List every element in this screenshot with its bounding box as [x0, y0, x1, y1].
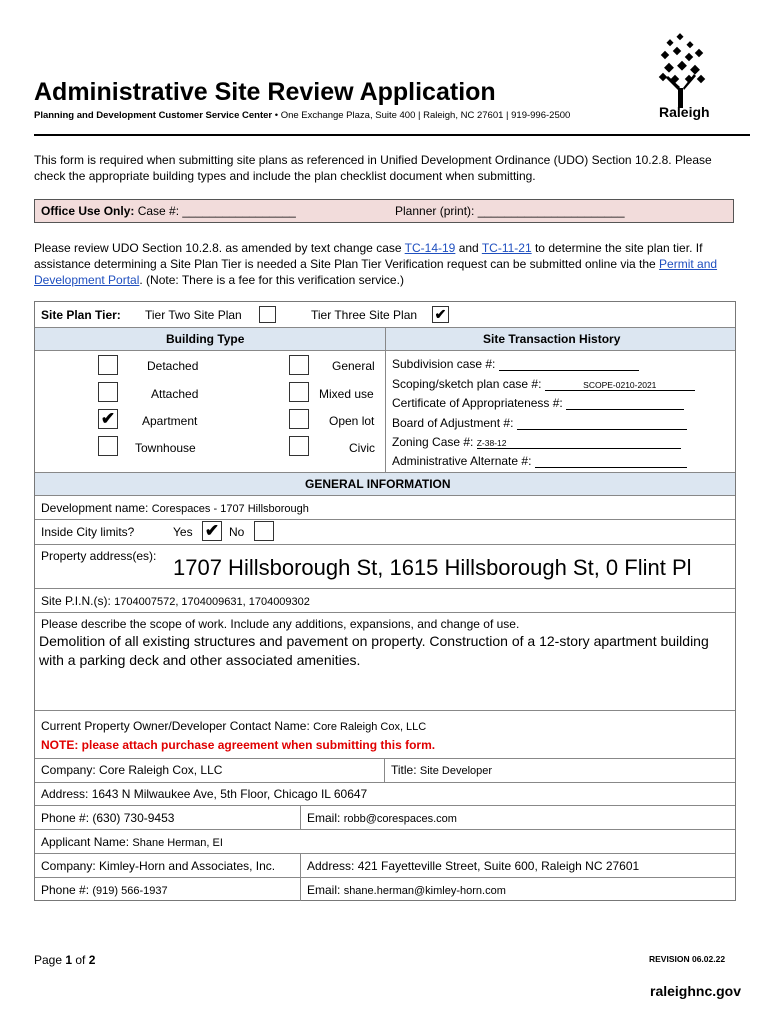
divider	[35, 612, 735, 613]
divider	[35, 588, 735, 589]
applicant-label: Applicant Name:	[41, 835, 130, 849]
review-paragraph	[34, 240, 734, 288]
boa-field	[392, 416, 687, 430]
alt-blank[interactable]	[535, 467, 687, 468]
company-row	[41, 763, 222, 777]
applicant-company-row	[41, 859, 275, 873]
yes-checkbox[interactable]: ✔	[202, 521, 222, 541]
alt-field	[392, 454, 687, 468]
city-limits-label: Inside City limits?	[41, 525, 135, 539]
page-number	[34, 953, 95, 967]
scoping-value[interactable]: SCOPE-0210-2021	[545, 380, 695, 391]
scope-value[interactable]: Demolition of all existing structures and pavement on property. Construction of a 12-story apartment building with a parking deck and other associated amenities.	[39, 633, 709, 668]
subtitle-office: Planning and Development Customer Service Center	[34, 110, 273, 121]
revision-label: REVISION 06.02.22	[649, 954, 726, 964]
phone-value[interactable]: (630) 730-9453	[92, 811, 175, 825]
tc-11-21-link[interactable]: TC-11-21	[481, 241, 532, 255]
applicant-phone-row	[41, 883, 168, 897]
zoning-field	[392, 435, 681, 449]
townhouse-label: Townhouse	[135, 441, 196, 455]
review-text-1: Please review UDO Section 10.2.8. as amended by text change case	[34, 241, 405, 255]
page-total: 2	[88, 953, 96, 967]
detached-checkbox[interactable]	[98, 355, 118, 375]
applicant-email-value[interactable]: shane.herman@kimley-horn.com	[343, 885, 506, 897]
zoning-value[interactable]: Z-38-12	[477, 438, 681, 449]
applicant-address-row	[307, 859, 639, 873]
owner-label: Current Property Owner/Developer Contact Name:	[41, 719, 310, 733]
header-rule	[34, 134, 750, 136]
yes-label: Yes	[173, 525, 193, 539]
subtitle-contact: • One Exchange Plaza, Suite 400 | Raleigh, NC 27601 | 919-996-2500	[272, 110, 571, 121]
company-label: Company:	[41, 763, 96, 777]
alt-label: Administrative Alternate #:	[392, 454, 532, 468]
no-label: No	[229, 525, 245, 539]
divider	[35, 782, 735, 783]
coa-label: Certificate of Appropriateness #:	[392, 396, 563, 410]
intro-text: This form is required when submitting site plans as referenced in Unified Development Ordinance (UDO) Section 10.2.8. Please check the appropriate building types and include the plan checklist document when submitting.	[34, 153, 712, 183]
property-address-value[interactable]: 1707 Hillsborough St, 1615 Hillsborough St, 0 Flint Pl	[173, 555, 692, 580]
pin-row	[41, 594, 310, 608]
mixed-use-checkbox[interactable]	[289, 382, 309, 402]
column-divider	[300, 805, 301, 829]
tc-14-19-link[interactable]: TC-14-19	[404, 241, 456, 255]
website-url: raleighnc.gov	[650, 983, 742, 999]
address-label: Address:	[41, 787, 89, 801]
title-label: Title:	[391, 763, 417, 777]
dev-name-value[interactable]: Corespaces - 1707 Hillsborough	[151, 503, 309, 515]
general-checkbox[interactable]	[289, 355, 309, 375]
apartment-checkbox[interactable]: ✔	[98, 409, 118, 429]
purchase-note: NOTE: please attach purchase agreement when submitting this form.	[41, 738, 436, 752]
applicant-address-value[interactable]: 421 Fayetteville Street, Suite 600, Raleigh NC 27601	[357, 859, 640, 873]
title-row	[391, 763, 492, 777]
divider	[35, 710, 735, 711]
office-label: Office Use Only:	[41, 204, 135, 218]
detached-label: Detached	[147, 359, 199, 373]
coa-blank[interactable]	[566, 409, 684, 410]
mixed-use-label: Mixed use	[319, 387, 374, 401]
general-label: General	[332, 359, 375, 373]
applicant-company-value[interactable]: Kimley-Horn and Associates, Inc.	[99, 859, 276, 873]
tier-three-label: Tier Three Site Plan	[311, 308, 418, 322]
site-history-header: Site Transaction History	[483, 332, 621, 346]
scoping-label: Scoping/sketch plan case #:	[392, 377, 542, 391]
page-title: Administrative Site Review Application	[34, 78, 496, 106]
address-row	[41, 787, 367, 801]
application-form	[34, 301, 736, 901]
applicant-value[interactable]: Shane Herman, EI	[132, 837, 223, 849]
email-value[interactable]: robb@corespaces.com	[343, 813, 457, 825]
permit-portal-link[interactable]: Permit and Development Portal	[34, 257, 718, 287]
open-lot-checkbox[interactable]	[289, 409, 309, 429]
civic-label: Civic	[349, 441, 375, 455]
review-text-2: and	[455, 241, 482, 255]
review-text-4: . (Note: There is a fee for this verification service.)	[139, 273, 404, 287]
pin-value[interactable]: 1704007572, 1704009631, 1704009302	[114, 596, 310, 608]
page-current: 1	[65, 953, 73, 967]
case-number-field: Case #: _________________	[134, 204, 296, 218]
applicant-address-label: Address:	[307, 859, 355, 873]
townhouse-checkbox[interactable]	[98, 436, 118, 456]
office-case	[41, 204, 296, 218]
owner-value[interactable]: Core Raleigh Cox, LLC	[313, 721, 427, 733]
page-of: of	[72, 953, 89, 967]
subdivision-blank[interactable]	[499, 370, 639, 371]
divider	[35, 544, 735, 545]
coa-field	[392, 396, 684, 410]
review-text-3: to determine the site plan tier. If assistance determining a Site Plan Tier is needed a Site Plan Tier Verification request can be submitted online via the	[34, 241, 703, 271]
general-info-header: GENERAL INFORMATION	[305, 477, 451, 491]
logo-text: Raleigh	[659, 104, 710, 120]
zoning-label: Zoning Case #:	[392, 435, 474, 449]
planner-field: Planner (print): ______________________	[395, 204, 625, 218]
address-value[interactable]: 1643 N Milwaukee Ave, 5th Floor, Chicago IL 60647	[91, 787, 368, 801]
civic-checkbox[interactable]	[289, 436, 309, 456]
divider	[35, 853, 735, 854]
tier-two-checkbox[interactable]	[259, 306, 276, 323]
attached-checkbox[interactable]	[98, 382, 118, 402]
scoping-field	[392, 377, 695, 391]
office-use-box	[34, 199, 734, 223]
applicant-phone-label: Phone #:	[41, 883, 90, 897]
phone-label: Phone #:	[41, 811, 90, 825]
scope-label: Please describe the scope of work. Include any additions, expansions, and change of use.	[41, 617, 520, 631]
column-divider	[384, 758, 385, 782]
page-subtitle	[34, 110, 570, 121]
page-prefix: Page	[34, 953, 66, 967]
applicant-email-label: Email:	[307, 883, 341, 897]
applicant-row	[41, 835, 223, 849]
building-type-header: Building Type	[166, 332, 245, 346]
divider	[35, 758, 735, 759]
attached-label: Attached	[151, 387, 199, 401]
dev-name-label: Development name:	[41, 501, 149, 515]
boa-blank[interactable]	[517, 429, 687, 430]
divider	[35, 877, 735, 878]
column-divider	[385, 328, 386, 472]
subdivision-field	[392, 357, 639, 371]
pin-label: Site P.I.N.(s):	[41, 594, 111, 608]
divider	[35, 495, 735, 496]
open-lot-label: Open lot	[329, 414, 375, 428]
boa-label: Board of Adjustment #:	[392, 416, 514, 430]
divider	[35, 519, 735, 520]
apartment-label: Apartment	[142, 414, 198, 428]
applicant-company-label: Company:	[41, 859, 96, 873]
title-value[interactable]: Site Developer	[419, 765, 493, 777]
divider	[35, 805, 735, 806]
property-address-label: Property address(es):	[41, 549, 157, 563]
email-row	[307, 811, 457, 825]
subdivision-label: Subdivision case #:	[392, 357, 496, 371]
tier-two-label: Tier Two Site Plan	[145, 308, 242, 322]
no-checkbox[interactable]	[254, 521, 274, 541]
applicant-phone-value[interactable]: (919) 566-1937	[92, 885, 168, 897]
email-label: Email:	[307, 811, 341, 825]
divider	[35, 829, 735, 830]
phone-row	[41, 811, 174, 825]
tier-three-checkbox[interactable]: ✔	[432, 306, 449, 323]
owner-row	[41, 719, 426, 733]
tier-label: Site Plan Tier:	[41, 308, 121, 322]
dev-name-row	[41, 501, 309, 515]
company-value[interactable]: Core Raleigh Cox, LLC	[99, 763, 223, 777]
applicant-email-row	[307, 883, 506, 897]
